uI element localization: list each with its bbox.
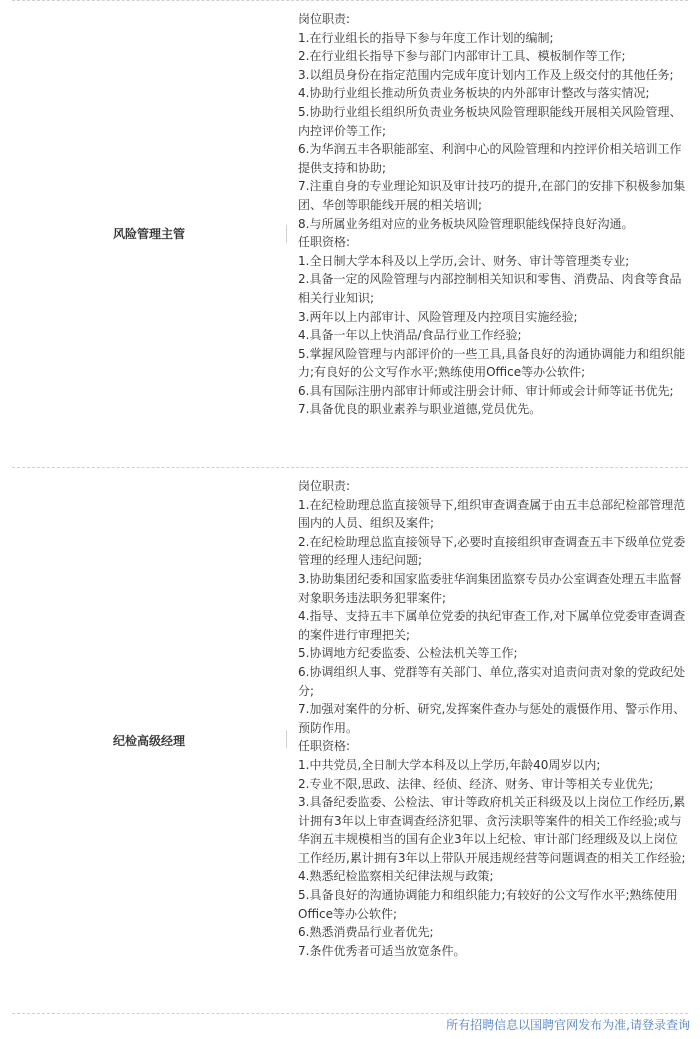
description-line: 3.两年以上内部审计、风险管理及内控项目实施经验; [298,309,578,324]
recruitment-notice-link[interactable]: 所有招聘信息以国聘官网发布为准,请登录查询 [446,1018,690,1032]
description-line: 4.协助行业组长推动所负责业务板块的内外部审计整改与落实情况; [298,86,650,101]
description-line: 1.在纪检助理总监直接领导下,组织审查调查属于由五丰总部纪检部管理范围内的人员、组织及案件; [298,497,686,531]
description-line: 1.全日制大学本科及以上学历,会计、财务、审计等管理类专业; [298,253,630,268]
description-line: 1.中共党员,全日制大学本科及以上学历,年龄40周岁以内; [298,757,601,772]
description-line: 6.具有国际注册内部审计师或注册会计师、审计师或会计师等证书优先; [298,383,674,398]
description-line: 7.加强对案件的分析、研究,发挥案件查办与惩处的震慑作用、警示作用、预防作用。 [298,702,686,735]
job-description-1 [298,10,686,419]
description-line: 6.协调组织人事、党群等有关部门、单位,落实对追责问责对象的党政纪处分; [298,664,686,698]
section-heading: 岗位职责: [298,12,351,26]
description-line: 5.协调地方纪委监委、公检法机关等工作; [298,646,518,661]
description-line: 2.在行业组长指导下参与部门内部审计工具、模板制作等工作; [298,49,626,64]
description-line: 5.掌握风险管理与内部评价的一些工具,具备良好的沟通协调能力和组织能力;有良好的公文写作水平;熟练使用Office等办公软件; [298,346,686,380]
description-line: 4.具备一年以上快消品/食品行业工作经验; [298,328,522,343]
description-line: 1.在行业组长的指导下参与年度工作计划的编制; [298,30,554,45]
job-description-2 [298,477,686,960]
description-line: 3.具备纪委监委、公检法、审计等政府机关正科级及以上岗位工作经历,累计拥有3年以上审查调查经济犯罪、贪污渎职等案件的相关工作经验;或与华润五丰规模相当的国有企业3年以上纪检、审计部门经理级及以上岗位工作经历,累计拥有3年以上带队开展违规经营等问题调查的相关工作经验; [298,795,686,865]
description-line: 2.在纪检助理总监直接领导下,必要时直接组织审查调查五丰下级单位党委管理的经理人违纪问题; [298,534,686,568]
description-line: 7.注重自身的专业理论知识及审计技巧的提升,在部门的安排下积极参加集团、华创等职能线开展的相关培训; [298,179,686,212]
description-line: 7.具备优良的职业素养与职业道德,党员优先。 [298,402,542,417]
description-line: 3.以组员身份在指定范围内完成年度计划内工作及上级交付的其他任务; [298,67,674,82]
job-title: 纪检高级经理 [112,734,185,748]
description-line: 8.与所属业务组对应的业务板块风险管理职能线保持良好沟通。 [298,216,634,231]
section-heading: 任职资格: [298,235,351,250]
job-title: 风险管理主管 [112,227,185,241]
description-line: 2.具备一定的风险管理与内部控制相关知识和零售、消费品、肉食等食品相关行业知识; [298,272,682,305]
section-heading: 任职资格: [298,739,351,754]
section-heading: 岗位职责: [298,479,351,493]
description-line: 5.具备良好的沟通协调能力和组织能力;有较好的公文写作水平;熟练使用Office等办公软件; [298,888,678,921]
column-divider [286,225,287,243]
description-line: 4.指导、支持五丰下属单位党委的执纪审查工作,对下属单位党委审查调查的案件进行审理把关; [298,609,686,642]
description-line: 4.熟悉纪检监察相关纪律法规与政策; [298,869,494,884]
description-line: 3.协助集团纪委和国家监委驻华润集团监察专员办公室调查处理五丰监督对象职务违法职务犯罪案件; [298,571,682,605]
column-divider [286,730,287,748]
description-line: 2.专业不限,思政、法律、经侦、经济、财务、审计等相关专业优先; [298,776,654,791]
description-line: 7.条件优秀者可适当放宽条件。 [298,943,466,958]
description-line: 6.为华润五丰各职能部室、利润中心的风险管理和内控评价相关培训工作提供支持和协助; [298,142,682,175]
description-line: 5.协助行业组长组织所负责业务板块风险管理职能线开展相关风险管理、内控评价等工作; [298,104,682,138]
description-line: 6.熟悉消费品行业者优先; [298,925,434,940]
